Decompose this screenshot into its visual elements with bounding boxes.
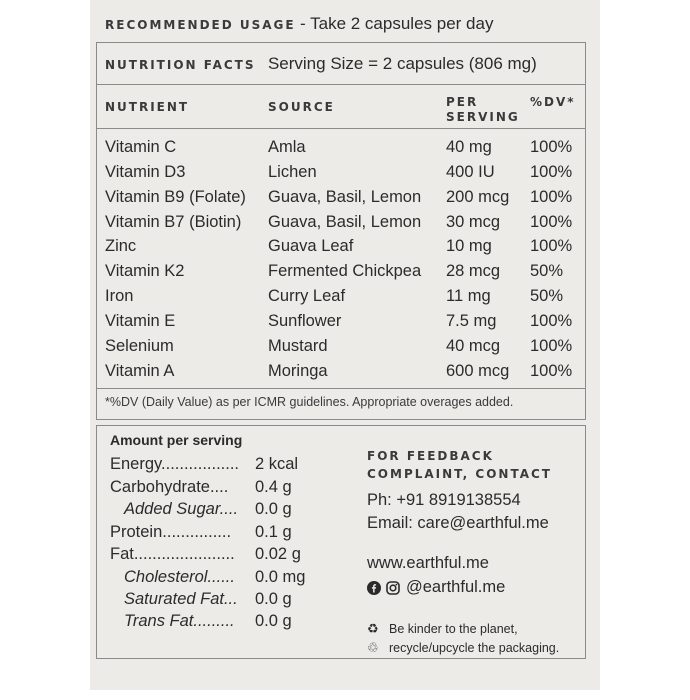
amount-title: Amount per serving [110, 432, 243, 448]
row-amount: 11 mg [446, 287, 491, 305]
row-dv: 100% [530, 163, 573, 181]
row-amount: 200 mcg [446, 188, 510, 206]
header-per: PER [446, 95, 479, 109]
row-source: Mustard [268, 337, 328, 355]
recommended-usage [105, 14, 493, 34]
cholesterol-label: Cholesterol...... [124, 568, 235, 586]
row-source: Moringa [268, 362, 328, 380]
nutrition-facts-label: NUTRITION FACTS [105, 58, 256, 72]
row-dv: 50% [530, 287, 564, 305]
header-dv: %DV* [530, 95, 576, 109]
row-source: Fermented Chickpea [268, 262, 422, 280]
upcycle-icon: ♲ [367, 640, 379, 655]
row-dv: 100% [530, 237, 573, 255]
row-dv: 100% [530, 337, 573, 355]
row-dv: 50% [530, 262, 564, 280]
saturated-fat-value: 0.0 g [255, 590, 292, 608]
divider [96, 388, 586, 389]
energy-value: 2 kcal [255, 455, 299, 473]
row-amount: 30 mcg [446, 213, 501, 231]
social-handle[interactable]: @earthful.me [406, 578, 506, 596]
facebook-icon[interactable] [367, 581, 381, 595]
row-amount: 400 IU [446, 163, 495, 181]
added-sugar-label: Added Sugar.... [124, 500, 239, 518]
row-amount: 10 mg [446, 237, 492, 255]
divider [96, 84, 586, 85]
row-source: Lichen [268, 163, 317, 181]
protein-label: Protein............... [110, 523, 232, 541]
divider [96, 128, 586, 129]
energy-label: Energy................. [110, 455, 239, 473]
row-source: Sunflower [268, 312, 342, 330]
row-amount: 40 mg [446, 138, 492, 156]
instagram-icon[interactable] [386, 581, 400, 595]
serving-size: Serving Size = 2 capsules (806 mg) [267, 54, 537, 73]
usage-label: RECOMMENDED USAGE [105, 18, 296, 32]
row-nutrient: Vitamin D3 [105, 163, 186, 181]
fat-value: 0.02 g [255, 545, 301, 563]
carbohydrate-value: 0.4 g [255, 478, 292, 496]
feedback-title-2: COMPLAINT, CONTACT [367, 467, 552, 481]
row-dv: 100% [530, 138, 573, 156]
usage-value: - Take 2 capsules per day [300, 14, 494, 33]
social-row [367, 578, 505, 597]
carbohydrate-label: Carbohydrate.... [110, 478, 229, 496]
added-sugar-value: 0.0 g [255, 500, 292, 518]
row-source: Guava, Basil, Lemon [268, 188, 422, 206]
phone-number[interactable]: Ph: +91 8919138554 [367, 491, 521, 509]
row-amount: 600 mcg [446, 362, 510, 380]
row-dv: 100% [530, 362, 573, 380]
row-nutrient: Vitamin E [105, 312, 176, 330]
recycle-text-1: Be kinder to the planet, [389, 622, 518, 636]
row-dv: 100% [530, 312, 573, 330]
header-serving: SERVING [446, 110, 520, 124]
row-nutrient: Vitamin C [105, 138, 177, 156]
row-nutrient: Selenium [105, 337, 174, 355]
nutrition-facts-header [105, 54, 537, 74]
row-nutrient: Vitamin K2 [105, 262, 185, 280]
trans-fat-value: 0.0 g [255, 612, 292, 630]
row-dv: 100% [530, 213, 573, 231]
row-source: Curry Leaf [268, 287, 346, 305]
trans-fat-label: Trans Fat......... [124, 612, 235, 630]
row-amount: 7.5 mg [446, 312, 497, 330]
recycle-line-2 [367, 640, 559, 656]
row-source: Guava Leaf [268, 237, 354, 255]
row-nutrient: Vitamin A [105, 362, 175, 380]
row-amount: 28 mcg [446, 262, 501, 280]
protein-value: 0.1 g [255, 523, 292, 541]
row-source: Amla [268, 138, 306, 156]
recycle-icon: ♻ [367, 621, 379, 636]
recycle-text-2: recycle/upcycle the packaging. [389, 641, 560, 655]
row-source: Guava, Basil, Lemon [268, 213, 422, 231]
dv-footnote: *%DV (Daily Value) as per ICMR guidelines. Appropriate overages added. [105, 395, 514, 409]
website-link[interactable]: www.earthful.me [367, 554, 489, 572]
fat-label: Fat...................... [110, 545, 235, 563]
header-source: SOURCE [268, 100, 335, 114]
row-amount: 40 mcg [446, 337, 501, 355]
row-dv: 100% [530, 188, 573, 206]
recycle-line-1 [367, 621, 518, 637]
cholesterol-value: 0.0 mg [255, 568, 306, 586]
row-nutrient: Vitamin B7 (Biotin) [105, 213, 242, 231]
row-nutrient: Vitamin B9 (Folate) [105, 188, 246, 206]
feedback-title: FOR FEEDBACK [367, 449, 494, 463]
row-nutrient: Zinc [105, 237, 137, 255]
header-nutrient: NUTRIENT [105, 100, 190, 114]
email-address[interactable]: Email: care@earthful.me [367, 514, 549, 532]
saturated-fat-label: Saturated Fat... [124, 590, 238, 608]
row-nutrient: Iron [105, 287, 134, 305]
